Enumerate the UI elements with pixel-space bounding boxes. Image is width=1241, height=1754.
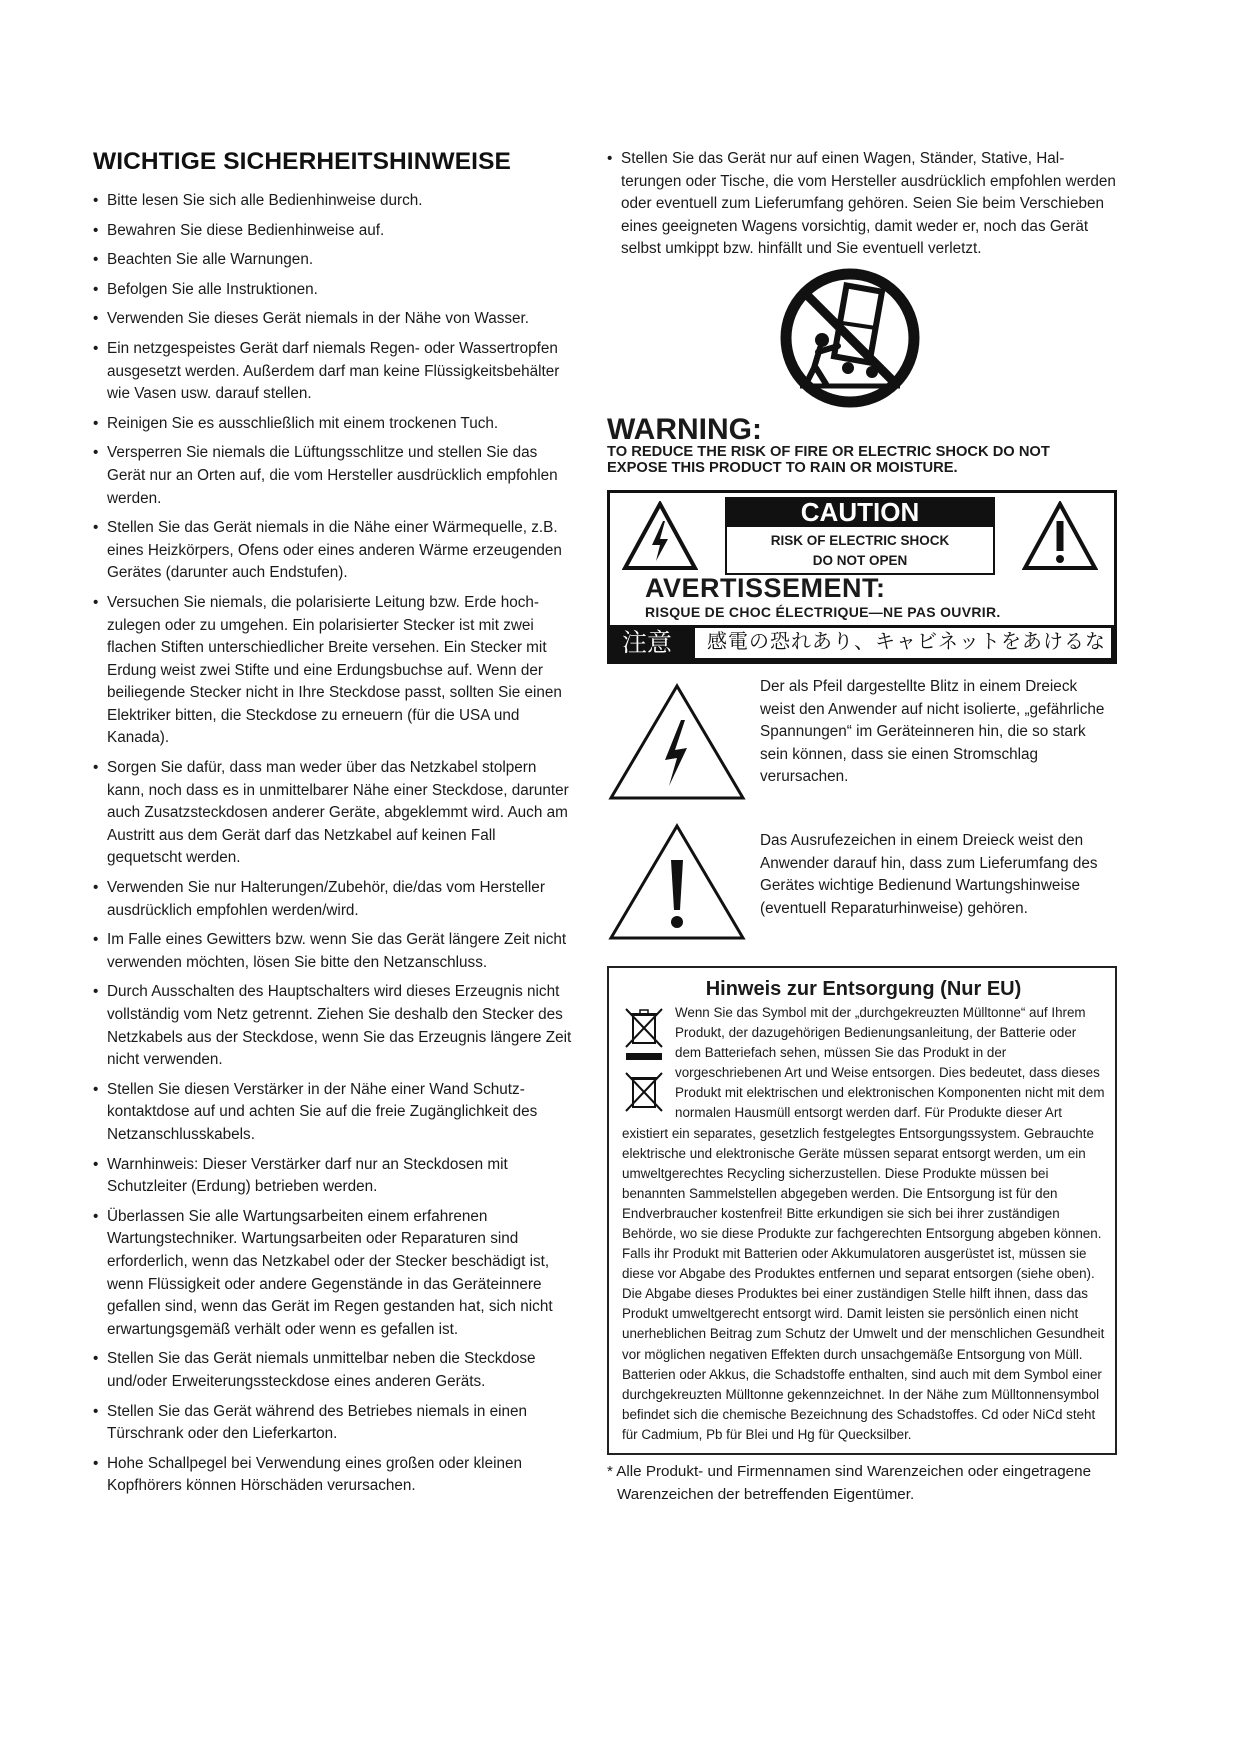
list-item: • Durch Ausschalten des Hauptschalters wird dieses Erzeugnis nicht vollständig vom Netz getrennt. Ziehen Sie deshalb den Stecker des Netzkabels aus der Steckdose, wenn Sie das Erzeugnis längere Zeit nicht verwenden. bbox=[93, 981, 573, 1071]
list-item: • Versuchen Sie niemals, die polarisierte Leitung bzw. Erde hochzulegen oder zu umgehen. Ein polarisierter Stecker ist mit zwei flachen Stiften unterschiedlicher Breite versehen. Ein Stecker mit Erdung weist zwei Stifte und eine Erdungsbuchse auf. Wenn der beiliegende Stecker nicht in Ihre Steckdose passt, sollten Sie einen Elektriker bitten, die Steckdose zu erneuern (für die USA und Kanada). bbox=[93, 592, 573, 750]
risk-box bbox=[725, 527, 995, 575]
list-item: • Versperren Sie niemals die Lüftungsschlitze und stellen Sie das Gerät nur an Orten auf, die vom Hersteller ausdrücklich empfohlen werden. bbox=[93, 442, 573, 510]
list-item: • Überlassen Sie alle Wartungsarbeiten einem erfahrenen Wartungstechniker. Wartungsarbeiten oder Reparaturen sind erforderlich, wenn das Netzkabel oder der Stecker beschädigt ist, wenn Flüssigkeit oder andere Gegenstände in das Geräteinnere gefallen sind, wenn das Gerät im Regen gestanden hat, sich nicht erwartungsgemäß verhält oder wenn es gefallen ist. bbox=[93, 1206, 573, 1342]
list-item: • Sorgen Sie dafür, dass man weder über das Netzkabel stolpern kann, noch dass es in unmittelbarer Nähe einer Steckdose, darunter auch Zusatzsteckdosen anderer Geräte, abgeklemmt wird. Auch am Austritt aus dem Gerät darf das Netzkabel auf keinen Fall gequetscht werden. bbox=[93, 757, 573, 870]
exclamation-triangle-icon bbox=[607, 822, 747, 942]
lightning-explanation bbox=[607, 672, 1117, 812]
warning-line-1: TO REDUCE THE RISK OF FIRE OR ELECTRIC SHOCK DO NOT bbox=[607, 443, 1050, 460]
exclamation-warning-icon bbox=[1022, 501, 1098, 571]
crossed-bin-icon bbox=[622, 1005, 667, 1065]
disposal-title: Hinweis zur Entsorgung (Nur EU) bbox=[705, 977, 1022, 1000]
list-item: • Stellen Sie das Gerät niemals in die Nähe einer Wärmequelle, z.B. eines Heizkörpers, Ofens oder eines anderen Wärme erzeugenden Gerätes (darunter auch Endstufen). bbox=[93, 517, 573, 585]
left-column bbox=[93, 148, 573, 1505]
disposal-text: Wenn Sie das Symbol mit der „durchgekreuzten Mülltonne“ auf Ihrem Produkt, der dazugehörigen Bedienungsanleitung, der Batterie oder dem Batteriefach sehen, müssen Sie das Produkt in der vorgeschriebenen Art und Weise entsorgen. Dies bedeutet, dass dieses Produkt mit elektrischen und elektronischen Komponenten nicht mit dem normalen Hausmüll entsorgt werden darf. Für Produkte dieser Art existiert ein separates, gesetzlich festgelegtes Entsorgungssystem. Gebrauchte elektrische und elektronische Geräte müssen separat entsorgt werden, um ein umweltgerechtes Recycling sicherzustellen. Diese Produkte müssen bei benannten Sammelstellen abgegeben werden. Die Entsorgung ist für den Endverbraucher kostenfrei! Bitte erkundigen sie sich bei ihrer zuständigen Behörde, wo sie diese Produkte zur fachgerechten Entsorgung abgeben können. Falls ihr Produkt mit Batterien oder Akkumulatoren ausgerüstet ist, müssen sie diese vor Abgabe des Produktes entfernen und separat entsorgen (siehe oben). Die Abgabe dieses Produktes bei einer zuständigen Stelle hilft ihnen, dass das Produkt umweltgerecht entsorgt wird. Damit leisten sie persönlich einen nicht unerheblichen Beitrag zum Schutz der Umwelt und der menschlichen Gesundheit vor möglichen negativen Effekten durch unsachgemäße Entsorgung von Müll. Batterien oder Akkus, die Schadstoffe enthalten, sind auch mit dem Symbol einer durchgekreuzten Mülltonne gekennzeichnet. In der Nähe zum Mülltonnensymbol befindet sich die chemische Bezeichnung des Schadstoffes. Cd oder NiCd steht für Cadmium, Pb für Blei und Hg für Quecksilber. bbox=[622, 1004, 1105, 1442]
avertissement-heading: AVERTISSEMENT: bbox=[645, 572, 886, 603]
list-item: • Hohe Schallpegel bei Verwendung eines großen oder kleinen Kopfhörers können Hörschäden verursachen. bbox=[93, 1453, 573, 1498]
list-item: • Ein netzgespeistes Gerät darf niemals Regen- oder Wassertropfen ausgesetzt werden. Außerdem darf man keine Flüssigkeitsbehälter wie Vasen usw. darauf stellen. bbox=[93, 338, 573, 406]
trademark-footnote: * Alle Produkt- und Firmennamen sind Warenzeichen oder eingetragene Warenzeichen der betreffenden Eigentümer. bbox=[607, 1463, 1092, 1503]
warning-title: WARNING: bbox=[607, 412, 762, 446]
caution-label-box bbox=[607, 490, 1117, 664]
disposal-notice-box bbox=[607, 966, 1117, 1455]
caution-center bbox=[725, 497, 995, 575]
list-item: • Stellen Sie das Gerät niemals unmittelbar neben die Steckdose und/oder Erweiterungssteckdose eines anderen Geräts. bbox=[93, 1348, 573, 1393]
list-item: • Befolgen Sie alle Instruktionen. bbox=[93, 279, 573, 302]
list-item: • Bitte lesen Sie sich alle Bedienhinweise durch. bbox=[93, 190, 573, 213]
list-item: • Im Falle eines Gewitters bzw. wenn Sie das Gerät längere Zeit nicht verwenden möchten, lösen Sie bitte den Netzanschluss. bbox=[93, 929, 573, 974]
page-title: WICHTIGE SICHERHEITSHINWEISE bbox=[93, 148, 511, 175]
list-item: • Verwenden Sie dieses Gerät niemals in der Nähe von Wasser. bbox=[93, 308, 573, 331]
cart-list bbox=[607, 148, 1117, 261]
exclamation-explanation bbox=[607, 822, 1117, 942]
list-item: • Stellen Sie das Gerät während des Betriebes niemals in einen Türschrank oder den Lieferkarton. bbox=[93, 1401, 573, 1446]
lightning-warning-icon bbox=[622, 501, 698, 571]
japanese-label: 注意 bbox=[622, 628, 673, 657]
caution-heading: CAUTION bbox=[725, 497, 995, 527]
risk-line-2: DO NOT OPEN bbox=[812, 552, 908, 568]
lightning-text: Der als Pfeil dargestellte Blitz in einem Dreieck weist den Anwender auf nicht isolierte, „gefährliche Spannungen“ im Geräteinneren hin, die so stark sein können, dass sie einen Stromschlag verursachen. bbox=[760, 677, 1105, 786]
risk-line-1: RISK OF ELECTRIC SHOCK bbox=[770, 532, 950, 548]
warning-line-2: EXPOSE THIS PRODUCT TO RAIN OR MOISTURE. bbox=[607, 460, 958, 477]
safety-list bbox=[93, 190, 573, 1498]
list-item: • Beachten Sie alle Warnungen. bbox=[93, 249, 573, 272]
right-column bbox=[607, 148, 1117, 1506]
list-item: • Stellen Sie das Gerät nur auf einen Wagen, Ständer, Stative, Halterungen oder Tische, die vom Hersteller ausdrücklich empfohlen werden oder eventuell zum Lieferumfang gehören. Seien Sie beim Verschieben eines geeigneten Wagens vorsichtig, damit weder er, noch das Gerät selbst umkippt bzw. hinfällt und Sie eventuell verletzt. bbox=[607, 148, 1117, 261]
list-item: • Warnhinweis: Dieser Verstärker darf nur an Steckdosen mit Schutzleiter (Erdung) betrieben werden. bbox=[93, 1154, 573, 1199]
crossed-bin-icon-small bbox=[622, 1069, 667, 1117]
risque-line: RISQUE DE CHOC ÉLECTRIQUE—NE PAS OUVRIR. bbox=[645, 603, 1001, 620]
japanese-text: 感電の恐れあり、キャビネットをあけるな bbox=[692, 625, 1114, 661]
list-item: • Stellen Sie diesen Verstärker in der Nähe einer Wand Schutzkontaktdose auf und achten Sie auf die freie Zugänglichkeit des Netzanschlusskabels. bbox=[93, 1079, 573, 1147]
lightning-triangle-icon bbox=[607, 682, 747, 802]
list-item: • Verwenden Sie nur Halterungen/Zubehör, die/das vom Hersteller ausdrücklich empfohlen werden/wird. bbox=[93, 877, 573, 922]
japanese-warning-bar bbox=[610, 625, 1114, 661]
list-item: • Bewahren Sie diese Bedienhinweise auf. bbox=[93, 220, 573, 243]
cart-tipover-icon bbox=[780, 268, 920, 408]
list-item: • Reinigen Sie es ausschließlich mit einem trockenen Tuch. bbox=[93, 413, 573, 436]
exclamation-text: Das Ausrufezeichen in einem Dreieck weist den Anwender darauf hin, dass zum Lieferumfang des Gerätes wichtige Bedienund Wartungshinweise (eventuell Reparaturhinweise) gehören. bbox=[760, 831, 1098, 917]
